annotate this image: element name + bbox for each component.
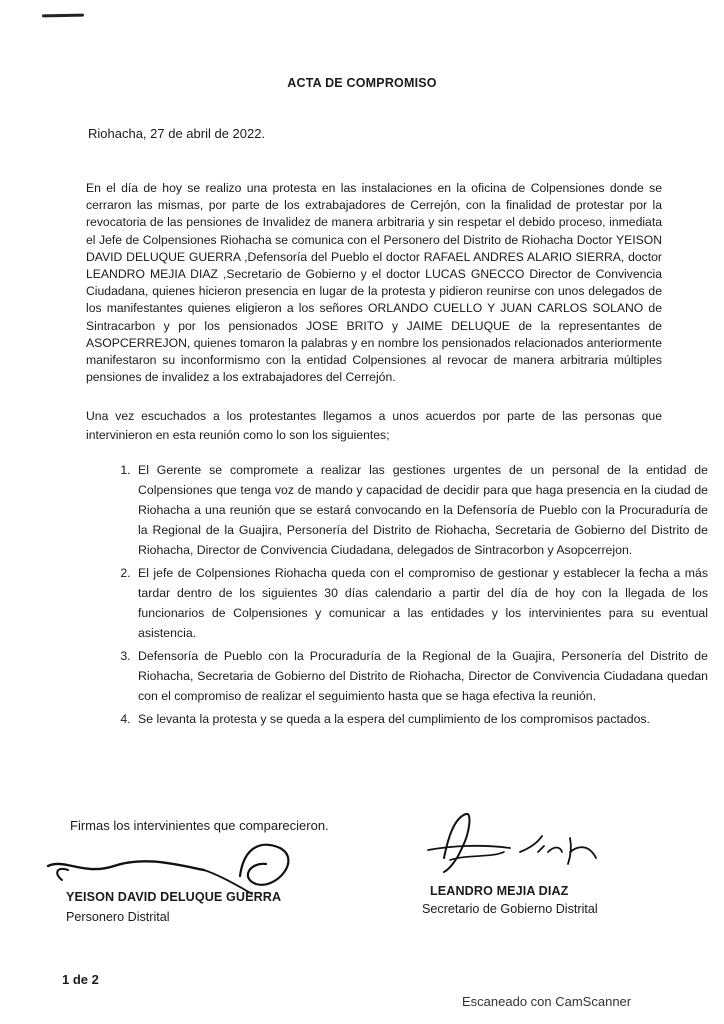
commitment-item: 3. Defensoría de Pueblo con la Procuraduría de la Regional de la Guajira, Personería del Distrito de Riohacha, Secretaria de Gobierno del Distrito de Riohacha, Director de Convivencia Ciudadana quedan con el compromiso de realizar el seguimiento hasta que se haga efectiva la reunión. [134,646,708,706]
corner-pen-mark [42,14,84,18]
signatory-name: LEANDRO MEJIA DIAZ [430,884,569,898]
signatory-role: Personero Distrital [66,910,170,924]
signatures-intro: Firmas los intervinientes que comparecieron. [70,818,329,833]
commitment-item: 1. El Gerente se compromete a realizar las gestiones urgentes de un personal de la entidad de Colpensiones que tenga voz de mando y capacidad de decidir para que haga presencia en la ciudad de Riohacha a una reunión que se estará convocando en la Defensoría de Pueblo con la Procuraduría de la Regional de la Guajira, Personería del Distrito de Riohacha, Secretaria de Gobierno del Distrito de Riohacha, Director de Convivencia Ciudadana, delegados de Sintracorbon y Asopcerrejon. [134,460,708,560]
commitment-item: 4. Se levanta la protesta y se queda a la espera del cumplimiento de los compromisos pactados. [134,709,708,729]
intro-paragraph: En el día de hoy se realizo una protesta en las instalaciones en la oficina de Colpensiones donde se cerraron las mismas, por parte de los extrabajadores de Cerrejón, con la finalidad de protestar por la revocatoria de las pensiones de Invalidez de manera arbitraria y sin respetar el debido proceso, inmediata el Jefe de Colpensiones Riohacha se comunica con el Personero del Distrito de Riohacha Doctor YEISON DAVID DELUQUE GUERRA ,Defensoría del Pueblo el doctor RAFAEL ANDRES ALARIO SIERRA, doctor LEANDRO MEJIA DIAZ ,Secretario de Gobierno y el doctor LUCAS GNECCO Director de Convivencia Ciudadana, quienes hicieron presencia en lugar de la protesta y pidieron reunirse con unos delegados de los manifestantes quienes eligieron a los señores ORLANDO CUELLO Y JUAN CARLOS SOLANO de Sintracarbon y por los pensionados JOSE BRITO y JAIME DELUQUE de la representantes de ASOPCERREJON, quienes tomaron la palabras y en nombre los pensionados relacionados anteriormente manifestaron su inconformismo con la entidad Colpensiones al revocar de manera arbitraria múltiples pensiones de invalidez a los extrabajadores del Cerrejón. [86,181,662,385]
commitment-item: 2. El jefe de Colpensiones Riohacha queda con el compromiso de gestionar y establecer la fecha a más tardar dentro de los siguientes 30 días calendario a partir del día de hoy con la llegada de los funcionarios de Colpensiones y comunicar a las entidades y los intervinientes para su eventual asistencia. [134,563,708,643]
signatory-name: YEISON DAVID DELUQUE GUERRA [66,890,282,904]
commitments-list [96,460,708,732]
signatory-role: Secretario de Gobierno Distrital [422,902,598,916]
agreements-paragraph: Una vez escuchados a los protestantes llegamos a unos acuerdos por parte de las personas que intervinieron en esta reunión como lo son los siguientes; [86,409,662,442]
signature-right [420,808,620,880]
scanner-watermark: Escaneado con CamScanner [462,994,632,1009]
page-number: 1 de 2 [62,972,99,987]
document-title: ACTA DE COMPROMISO [287,76,437,90]
dateline: Riohacha, 27 de abril de 2022. [88,126,266,141]
